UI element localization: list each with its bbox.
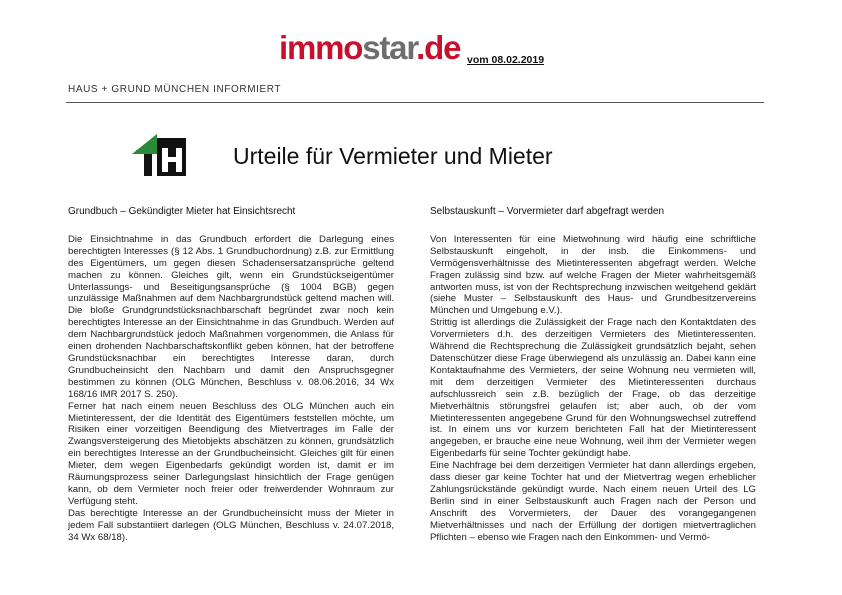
article-right-paragraph: Strittig ist allerdings die Zulässigkeit der Frage nach den Kontaktdaten des Vorvermieters d.h. des derzeitigen Vermieters des Mietinteressenten. Während die Rechtsprechung die Zulässigkeit grundsätzlich bejaht, sehen Datenschützer diese Frage überwiegend als unzulässig an. Dabei kann eine Kontaktaufnahme des Vermieters, der seine Wohnung neu vermieten will, mit dem derzeitigen Vermieter des Mietinteressenten durchaus aufschlussreich sein z.B. bezüglich der Frage, ob das derzeitige Mietverhältnis störungsfrei gelaufen ist; aber auch, ob der vom Mietinteressenten angegebene Grund für den Wohnungswechsel zutreffend ist. In einem uns vor kurzem berichteten Fall hat der Mietinteressent angegeben, er brauche eine neue Wohnung, weil ihm der Vermieter wegen Eigenbedarfs für seine Tochter gekündigt habe. bbox=[430, 317, 756, 460]
article-left-heading: Grundbuch – Gekündigter Mieter hat Einsichtsrecht bbox=[68, 206, 296, 217]
article-right-paragraph: Von Interessenten für eine Mietwohnung wird häufig eine schriftliche Selbstauskunft eingeholt, in der insb. die Einkommens- und Vermögensverhältnisse des Mietinteressenten abgefragt werden. Welche Fragen zulässig sind bzw. auf welche Fragen der Mieter wahrheitsgemäß antworten muss, ist von der Rechtsprechung inzwischen weitgehend geklärt (siehe Muster – Selbstauskunft des Haus- und Grundbesitzervereins München und Umgebung e.V.). bbox=[430, 233, 756, 317]
immostar-logo bbox=[279, 30, 460, 66]
article-right-paragraph: Eine Nachfrage bei dem derzeitigen Vermieter hat dann allerdings ergeben, dass dieser gar keine Tochter hat und der Mietvertrag wegen erheblicher Zahlungsrückstände gekündigt wurde. Nach einem neuen Urteil des LG Berlin sind in einer Selbstauskunft auch Fragen nach der Person und Anschrift des Vorvermieters, der Dauer des vorangegangenen Mietverhältnisses und nach der Erfüllung der dortigen mietvertraglichen Pflichten – ebenso wie Fragen nach den Einkommen- und Vermö- bbox=[430, 460, 756, 543]
logo-part-de: .de bbox=[416, 29, 461, 66]
issuer-line: HAUS + GRUND MÜNCHEN INFORMIERT bbox=[68, 84, 282, 95]
haus-und-grund-logo-icon bbox=[132, 134, 186, 176]
article-left-paragraph: Das berechtigte Interesse an der Grundbucheinsicht muss der Mieter in jedem Fall substantiiert darlegen (OLG München, Beschluss v. 24.07.2018, 34 Wx 68/18). bbox=[68, 507, 394, 543]
logo-wordmark bbox=[279, 29, 460, 66]
header-divider bbox=[66, 102, 764, 103]
article-right-heading: Selbstauskunft – Vorvermieter darf abgefragt werden bbox=[430, 206, 665, 217]
publication-date: vom 08.02.2019 bbox=[467, 54, 545, 66]
article-right bbox=[430, 206, 756, 543]
logo-part-star: star bbox=[362, 29, 417, 66]
article-left-paragraph: Ferner hat nach einem neuen Beschluss des OLG München auch ein Mietinteressent, der die Identität des Eigentümers feststellen möchte, um Risiken einer vorzeitigen Beendigung des Mietvertrages im Falle der Zwangsversteigerung des Mietobjekts abschätzen zu können, grundsätzlich ein berechtigtes Interesse an der Grundbucheinsicht. Gleiches gilt für einen Mieter, dem wegen Eigenbedarfs gekündigt worden ist, damit er im Räumungsprozess seiner Darlegungslast hinsichtlich der Frage genügen kann, ob dem Vermieter noch freier oder freiwerdender Wohnraum zur Verfügung steht. bbox=[68, 400, 394, 507]
page-title: Urteile für Vermieter und Mieter bbox=[233, 143, 553, 169]
logo-part-immo: immo bbox=[279, 29, 363, 66]
article-left-paragraph: Die Einsichtnahme in das Grundbuch erfordert die Darlegung eines berechtigten Interesses (§ 12 Abs. 1 Grundbuchordnung) z.B. zur Ermittlung des Eigentümers, um gegen diesen Schadensersatzansprüche geltend machen zu können. Gleiches gilt, wenn ein Grundstückseigentümer Unterlassungs- und Beseitigungsansprüche (§ 1004 BGB) gegen unzulässige Maßnahmen auf dem Nachbargrundstück geltend machen will. Die bloße Grundgrundstücksnachbarschaft begründet zwar noch kein berechtigtes Interesse an der Einsichtnahme in das Grundbuch. Werden auf dem Nachbargrundstück jedoch Maßnahmen vorgenommen, die Anlass für einen drohenden Nachbarschaftskonflikt geben können, hat der betroffene Grundstücksnachbar ein berechtigtes Interesse daran, durch Grundbucheinsicht den Nachbarn und damit den Anspruchsgegner bestimmen zu können (OLG München, Beschluss v. 08.06.2016, 34 Wx 168/16 IMR 2017 S. 250). bbox=[68, 233, 394, 400]
article-left bbox=[68, 206, 394, 543]
